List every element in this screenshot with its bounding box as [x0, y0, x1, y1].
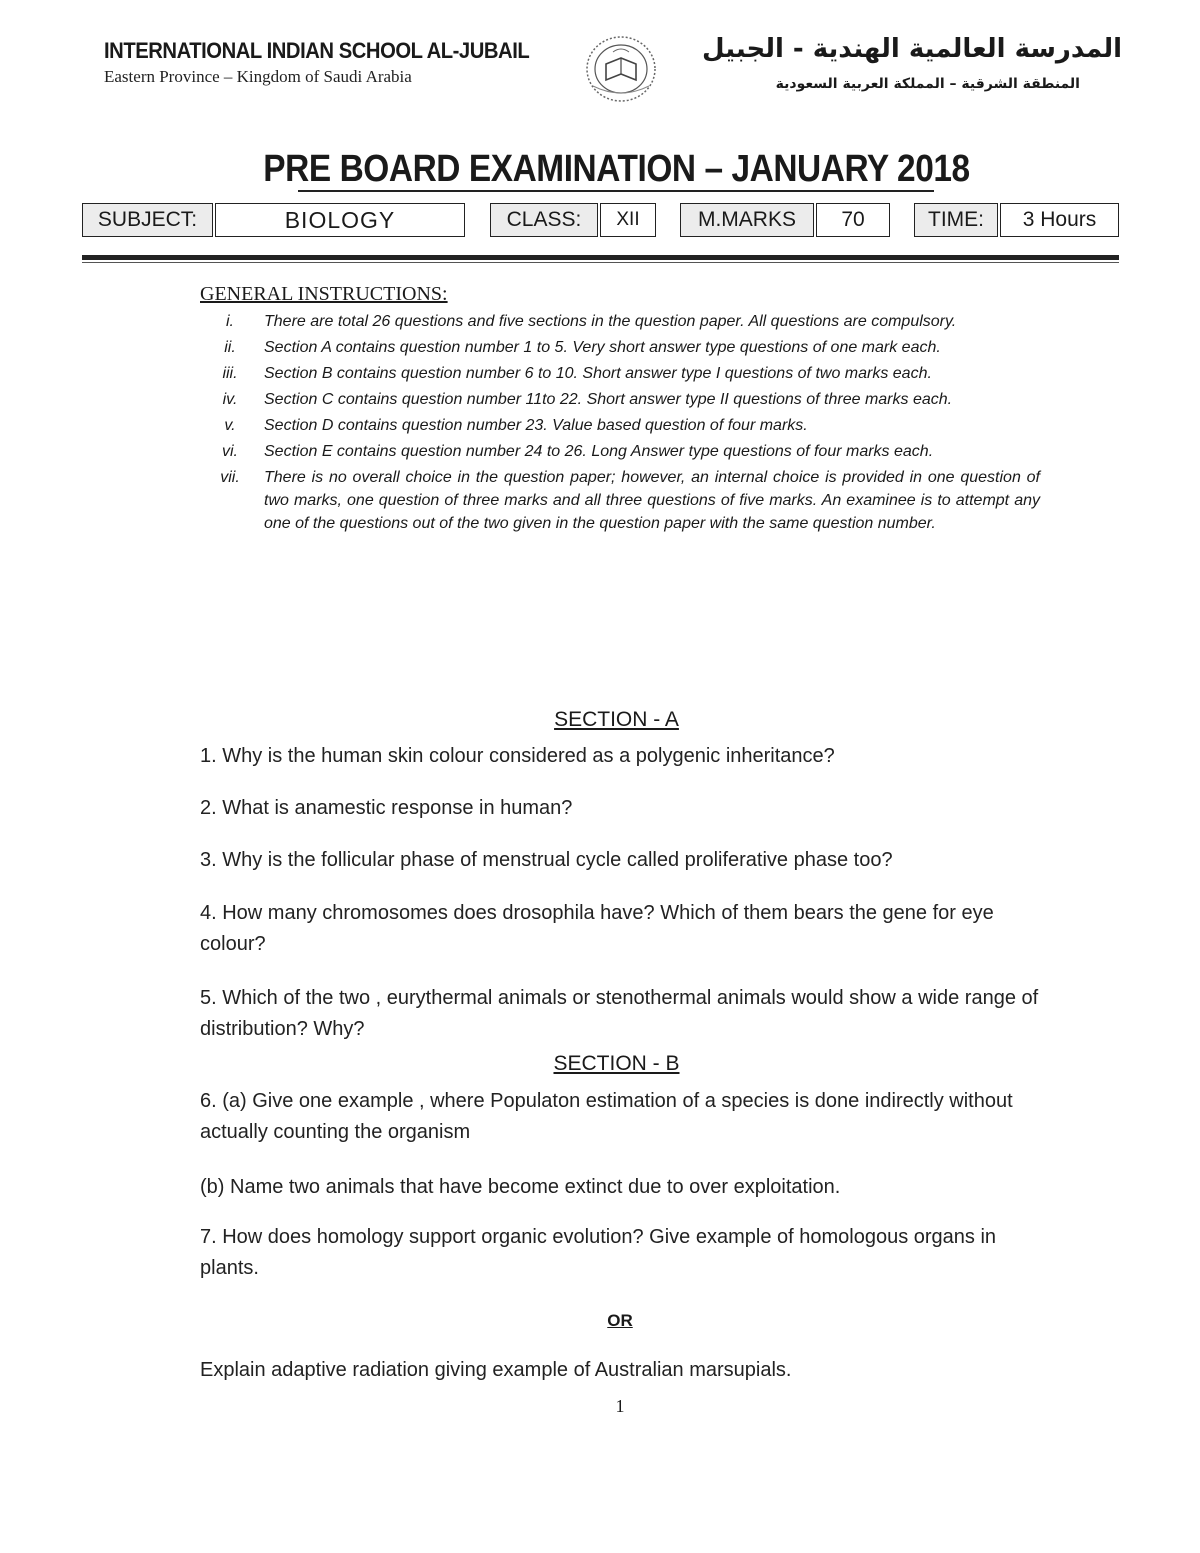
instruction-text: Section A contains question number 1 to 5. Very short answer type questions of one mark each.: [264, 339, 941, 356]
instruction-number: ii.: [224, 339, 236, 356]
header-divider-thin: [82, 262, 1119, 263]
class-value: XII: [600, 203, 656, 237]
instruction-text: Section B contains question number 6 to 10. Short answer type I questions of two marks each.: [264, 365, 932, 382]
subject-label: SUBJECT:: [82, 203, 213, 237]
question-4: 4. How many chromosomes does drosophila have? Which of them bears the gene for eye colour?: [200, 902, 994, 955]
question-7: 7. How does homology support organic evolution? Give example of homologous organs in plants.: [200, 1226, 997, 1279]
instructions-heading: GENERAL INSTRUCTIONS:: [200, 283, 448, 305]
instruction-item: [200, 362, 1040, 385]
question-6b: (b) Name two animals that have become extinct due to over exploitation.: [200, 1176, 841, 1198]
class-label: CLASS:: [490, 203, 598, 237]
instruction-text: Section C contains question number 11to 22. Short answer type II questions of three marks each.: [264, 391, 953, 408]
instruction-item: [200, 414, 1040, 437]
instruction-number: vi.: [222, 443, 238, 460]
school-location-en: Eastern Province – Kingdom of Saudi Arabia: [104, 67, 412, 86]
instruction-number: vii.: [220, 469, 240, 486]
header-divider: [82, 255, 1119, 260]
instruction-item: [200, 466, 1040, 535]
exam-title: PRE BOARD EXAMINATION – JANUARY 2018: [263, 148, 970, 190]
instruction-item: [200, 388, 1040, 411]
instruction-item: [200, 310, 1040, 333]
instruction-number: v.: [224, 417, 236, 434]
school-location-ar: المنطقة الشرقية – المملكة العربية السعودية: [775, 76, 1080, 92]
instruction-number: i.: [226, 313, 234, 330]
instructions-list: [200, 310, 1040, 538]
question-3: 3. Why is the follicular phase of menstrual cycle called proliferative phase too?: [200, 849, 893, 871]
instruction-number: iv.: [222, 391, 238, 408]
school-name-ar: المدرسة العالمية الهندية - الجبيل: [702, 34, 1122, 64]
title-underline: [298, 190, 934, 192]
section-b-heading: SECTION - B: [553, 1052, 680, 1075]
or-label: OR: [607, 1311, 633, 1330]
marks-value: 70: [816, 203, 890, 237]
instruction-item: [200, 336, 1040, 359]
time-value: 3 Hours: [1000, 203, 1119, 237]
question-1: 1. Why is the human skin colour considered as a polygenic inheritance?: [200, 745, 835, 767]
time-label: TIME:: [914, 203, 998, 237]
school-crest-icon: [573, 34, 669, 104]
instruction-text: There are total 26 questions and five sections in the question paper. All questions are compulsory.: [264, 313, 957, 330]
question-7-alternative: Explain adaptive radiation giving example of Australian marsupials.: [200, 1359, 792, 1381]
instruction-number: iii.: [222, 365, 238, 382]
instruction-text: Section E contains question number 24 to 26. Long Answer type questions of four marks each.: [264, 443, 934, 460]
question-2: 2. What is anamestic response in human?: [200, 797, 573, 819]
instruction-text: Section D contains question number 23. Value based question of four marks.: [264, 417, 808, 434]
section-a-heading: SECTION - A: [554, 708, 679, 731]
school-name-en: INTERNATIONAL INDIAN SCHOOL AL-JUBAIL: [104, 38, 530, 63]
instruction-item: [200, 440, 1040, 463]
question-5: 5. Which of the two , eurythermal animals or stenothermal animals would show a wide range of distribution? Why?: [200, 987, 1039, 1040]
page-number: 1: [615, 1396, 625, 1416]
subject-value: BIOLOGY: [215, 203, 465, 237]
question-6a: 6. (a) Give one example , where Populaton estimation of a species is done indirectly without actually counting the organism: [200, 1090, 1013, 1143]
instruction-text: There is no overall choice in the question paper; however, an internal choice is provided in one question of two marks, one question of three marks and all three questions of five marks. An examinee is to attempt any one of the questions out of the two given in the question paper with the same question number.: [264, 469, 1040, 532]
marks-label: M.MARKS: [680, 203, 814, 237]
